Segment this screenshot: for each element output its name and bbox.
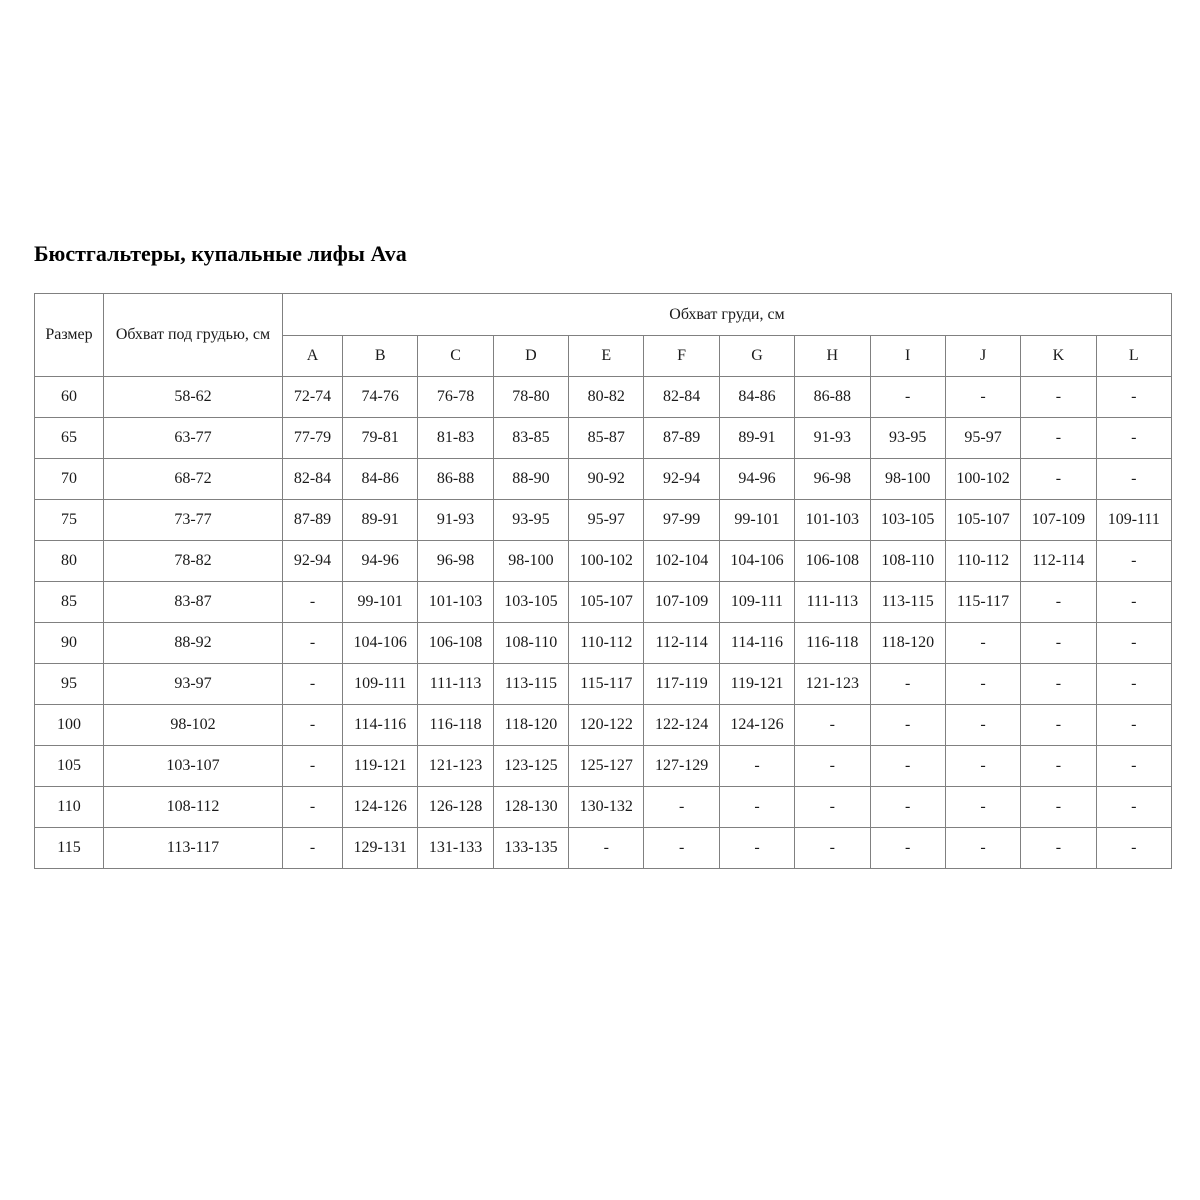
cup-cell: -	[945, 746, 1020, 787]
cup-cell: 76-78	[418, 377, 493, 418]
cup-header-cell: F	[644, 336, 719, 377]
table-row	[35, 623, 1172, 664]
bust-group-header-cell: Обхват груди, см	[283, 294, 1172, 336]
cup-cell: 127-129	[644, 746, 719, 787]
cup-header-cell: H	[795, 336, 870, 377]
cup-cell: 109-111	[343, 664, 418, 705]
cup-cell: -	[1021, 828, 1096, 869]
cup-cell: 103-105	[493, 582, 568, 623]
cup-cell: -	[719, 828, 794, 869]
cup-cell: 84-86	[719, 377, 794, 418]
cup-cell: -	[644, 787, 719, 828]
cup-cell: 98-100	[493, 541, 568, 582]
cup-cell: -	[945, 787, 1020, 828]
cup-cell: -	[945, 705, 1020, 746]
cup-cell: -	[1096, 705, 1171, 746]
cup-cell: -	[1096, 459, 1171, 500]
size-cell: 85	[35, 582, 104, 623]
cup-cell: 99-101	[343, 582, 418, 623]
cup-cell: -	[795, 787, 870, 828]
cup-cell: 92-94	[644, 459, 719, 500]
cup-cell: 119-121	[343, 746, 418, 787]
cup-cell: 116-118	[795, 623, 870, 664]
cup-cell: 109-111	[719, 582, 794, 623]
cup-cell: 110-112	[945, 541, 1020, 582]
cup-cell: 131-133	[418, 828, 493, 869]
underbust-cell: 98-102	[104, 705, 283, 746]
cup-cell: -	[945, 623, 1020, 664]
cup-cell: 95-97	[569, 500, 644, 541]
cup-cell: 115-117	[945, 582, 1020, 623]
cup-cell: 117-119	[644, 664, 719, 705]
size-cell: 70	[35, 459, 104, 500]
underbust-cell: 103-107	[104, 746, 283, 787]
size-cell: 105	[35, 746, 104, 787]
cup-cell: -	[870, 746, 945, 787]
cup-cell: 108-110	[493, 623, 568, 664]
cup-header-cell: B	[343, 336, 418, 377]
cup-cell: -	[1096, 541, 1171, 582]
table-row	[35, 664, 1172, 705]
cup-cell: -	[1021, 582, 1096, 623]
cup-cell: 109-111	[1096, 500, 1171, 541]
cup-cell: 121-123	[795, 664, 870, 705]
cup-cell: 111-113	[795, 582, 870, 623]
cup-header-cell: D	[493, 336, 568, 377]
cup-cell: -	[283, 746, 343, 787]
cup-cell: -	[945, 664, 1020, 705]
cup-cell: -	[945, 377, 1020, 418]
cup-cell: 100-102	[945, 459, 1020, 500]
cup-header-cell: G	[719, 336, 794, 377]
cup-cell: 82-84	[283, 459, 343, 500]
cup-cell: 100-102	[569, 541, 644, 582]
cup-cell: 119-121	[719, 664, 794, 705]
cup-cell: -	[1096, 623, 1171, 664]
cup-cell: 81-83	[418, 418, 493, 459]
cup-cell: -	[1096, 746, 1171, 787]
underbust-cell: 93-97	[104, 664, 283, 705]
cup-cell: 89-91	[343, 500, 418, 541]
cup-cell: -	[283, 664, 343, 705]
cup-cell: -	[870, 705, 945, 746]
cup-cell: 86-88	[418, 459, 493, 500]
cup-cell: -	[1096, 787, 1171, 828]
cup-cell: -	[644, 828, 719, 869]
table-body	[35, 377, 1172, 869]
cup-cell: 124-126	[719, 705, 794, 746]
cup-cell: 98-100	[870, 459, 945, 500]
underbust-cell: 108-112	[104, 787, 283, 828]
cup-cell: 113-115	[870, 582, 945, 623]
cup-cell: 129-131	[343, 828, 418, 869]
table-row	[35, 541, 1172, 582]
cup-cell: 118-120	[493, 705, 568, 746]
cup-cell: 96-98	[795, 459, 870, 500]
cup-header-cell: K	[1021, 336, 1096, 377]
cup-cell: 94-96	[719, 459, 794, 500]
cup-cell: 110-112	[569, 623, 644, 664]
cup-cell: -	[719, 746, 794, 787]
cup-cell: 120-122	[569, 705, 644, 746]
cup-cell: 104-106	[343, 623, 418, 664]
underbust-cell: 63-77	[104, 418, 283, 459]
cup-cell: 94-96	[343, 541, 418, 582]
cup-cell: 83-85	[493, 418, 568, 459]
cup-cell: 106-108	[795, 541, 870, 582]
size-cell: 110	[35, 787, 104, 828]
table-row	[35, 582, 1172, 623]
cup-header-cell: A	[283, 336, 343, 377]
cup-header-cell: C	[418, 336, 493, 377]
cup-cell: 111-113	[418, 664, 493, 705]
cup-cell: -	[719, 787, 794, 828]
cup-cell: 114-116	[343, 705, 418, 746]
table-row	[35, 705, 1172, 746]
cup-cell: -	[283, 828, 343, 869]
underbust-header-cell: Обхват под грудью, см	[104, 294, 283, 377]
cup-cell: -	[795, 705, 870, 746]
cup-cell: 102-104	[644, 541, 719, 582]
underbust-cell: 78-82	[104, 541, 283, 582]
group-header-row	[35, 294, 1172, 336]
cup-cell: 113-115	[493, 664, 568, 705]
cup-cell: 130-132	[569, 787, 644, 828]
size-header-cell: Размер	[35, 294, 104, 377]
size-cell: 100	[35, 705, 104, 746]
underbust-cell: 83-87	[104, 582, 283, 623]
cup-cell: 103-105	[870, 500, 945, 541]
cup-cell: -	[1096, 828, 1171, 869]
cup-cell: -	[283, 582, 343, 623]
cup-cell: 89-91	[719, 418, 794, 459]
cup-cell: 123-125	[493, 746, 568, 787]
cup-cell: -	[945, 828, 1020, 869]
cup-cell: -	[283, 705, 343, 746]
cup-cell: -	[1021, 664, 1096, 705]
cup-cell: 93-95	[493, 500, 568, 541]
cup-cell: -	[283, 787, 343, 828]
table-row	[35, 828, 1172, 869]
page-title: Бюстгальтеры, купальные лифы Ava	[34, 241, 407, 266]
cup-header-cell: I	[870, 336, 945, 377]
size-cell: 75	[35, 500, 104, 541]
cup-cell: 108-110	[870, 541, 945, 582]
size-cell: 65	[35, 418, 104, 459]
cup-cell: 87-89	[283, 500, 343, 541]
cup-cell: 87-89	[644, 418, 719, 459]
cup-header-cell: J	[945, 336, 1020, 377]
cup-cell: 105-107	[945, 500, 1020, 541]
cup-cell: -	[795, 828, 870, 869]
cup-cell: 128-130	[493, 787, 568, 828]
underbust-cell: 73-77	[104, 500, 283, 541]
cup-cell: 92-94	[283, 541, 343, 582]
size-cell: 115	[35, 828, 104, 869]
table-row	[35, 459, 1172, 500]
cup-cell: 97-99	[644, 500, 719, 541]
cup-cell: -	[1096, 582, 1171, 623]
cup-cell: 88-90	[493, 459, 568, 500]
table-row	[35, 418, 1172, 459]
cup-cell: 107-109	[644, 582, 719, 623]
table-row	[35, 746, 1172, 787]
cup-cell: -	[795, 746, 870, 787]
cup-cell: 125-127	[569, 746, 644, 787]
cup-cell: -	[1021, 459, 1096, 500]
cup-cell: 84-86	[343, 459, 418, 500]
cup-cell: 121-123	[418, 746, 493, 787]
cup-cell: -	[1021, 377, 1096, 418]
cup-cell: 91-93	[795, 418, 870, 459]
cup-cell: 85-87	[569, 418, 644, 459]
cup-cell: -	[1021, 623, 1096, 664]
cup-cell: 133-135	[493, 828, 568, 869]
cup-cell: 86-88	[795, 377, 870, 418]
cup-cell: 96-98	[418, 541, 493, 582]
cup-cell: -	[870, 828, 945, 869]
cup-cell: 106-108	[418, 623, 493, 664]
size-table	[34, 293, 1172, 869]
cup-cell: 107-109	[1021, 500, 1096, 541]
cup-cell: -	[1021, 705, 1096, 746]
table-row	[35, 377, 1172, 418]
cup-cell: 77-79	[283, 418, 343, 459]
size-cell: 80	[35, 541, 104, 582]
cup-cell: 93-95	[870, 418, 945, 459]
cup-cell: 112-114	[644, 623, 719, 664]
cup-cell: 112-114	[1021, 541, 1096, 582]
cup-cell: 80-82	[569, 377, 644, 418]
cup-cell: 99-101	[719, 500, 794, 541]
cup-cell: -	[1021, 787, 1096, 828]
cup-cell: 122-124	[644, 705, 719, 746]
cup-cell: 124-126	[343, 787, 418, 828]
cup-cell: -	[870, 377, 945, 418]
cup-cell: 114-116	[719, 623, 794, 664]
cup-cell: -	[870, 787, 945, 828]
cup-cell: -	[1096, 664, 1171, 705]
cup-cell: -	[1021, 418, 1096, 459]
cup-cell: 126-128	[418, 787, 493, 828]
cup-cell: 90-92	[569, 459, 644, 500]
size-cell: 60	[35, 377, 104, 418]
cup-cell: 79-81	[343, 418, 418, 459]
cup-cell: 95-97	[945, 418, 1020, 459]
cup-cell: 74-76	[343, 377, 418, 418]
cup-cell: -	[1096, 377, 1171, 418]
cup-cell: 116-118	[418, 705, 493, 746]
cup-cell: -	[1021, 746, 1096, 787]
cup-header-cell: L	[1096, 336, 1171, 377]
cup-cell: 82-84	[644, 377, 719, 418]
underbust-cell: 58-62	[104, 377, 283, 418]
cup-cell: -	[1096, 418, 1171, 459]
cup-header-cell: E	[569, 336, 644, 377]
underbust-cell: 88-92	[104, 623, 283, 664]
cup-cell: 78-80	[493, 377, 568, 418]
cup-cell: 115-117	[569, 664, 644, 705]
size-cell: 95	[35, 664, 104, 705]
cup-cell: 91-93	[418, 500, 493, 541]
underbust-cell: 113-117	[104, 828, 283, 869]
cup-cell: 101-103	[418, 582, 493, 623]
cup-cell: -	[870, 664, 945, 705]
cup-cell: -	[283, 623, 343, 664]
table-header	[35, 294, 1172, 377]
cup-cell: 101-103	[795, 500, 870, 541]
table-row	[35, 787, 1172, 828]
size-cell: 90	[35, 623, 104, 664]
cup-cell: 105-107	[569, 582, 644, 623]
cup-cell: 104-106	[719, 541, 794, 582]
cup-cell: 118-120	[870, 623, 945, 664]
cup-cell: -	[569, 828, 644, 869]
underbust-cell: 68-72	[104, 459, 283, 500]
table-row	[35, 500, 1172, 541]
cup-cell: 72-74	[283, 377, 343, 418]
